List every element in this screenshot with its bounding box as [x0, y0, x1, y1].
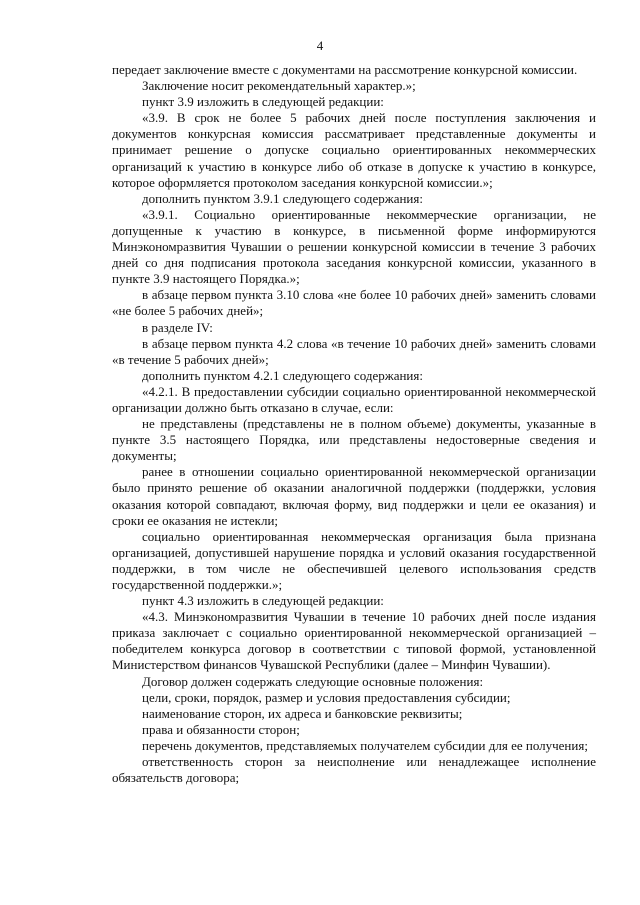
paragraph: Договор должен содержать следующие основные положения:: [142, 673, 484, 689]
paragraph: ответственность сторон за неисполнение или ненадлежащее исполнение обязательств договора;: [112, 754, 596, 786]
paragraph: дополнить пунктом 4.2.1 следующего содержания:: [142, 367, 423, 383]
paragraph: в абзаце первом пункта 3.10 слова «не более 10 рабочих дней» заменить словами «не более 5 рабочих дней»;: [112, 287, 596, 319]
paragraph: ранее в отношении социально ориентированной некоммерческой организации было принято решение об оказании аналогичной поддержки (поддержки, условия оказания которой совпадают, включая форму, вид поддержки и цели ее оказания) и сроки ее оказания не истекли;: [112, 464, 596, 528]
page-number: 4: [316, 38, 324, 53]
paragraph: «3.9. В срок не более 5 рабочих дней после поступления заключения и документов конкурсная комиссия рассматривает представленные документы и принимает решение о допуске социально ориентированных некоммерческих организаций к участию в конкурсе либо об отказе в допуске к участию в конкурсе, которое оформляется протоколом заседания конкурсной комиссии.»;: [112, 110, 596, 190]
paragraph: «4.3. Минэкономразвития Чувашии в течение 10 рабочих дней после издания приказа заключает с социально ориентированной некоммерческой организацией – победителем конкурса договор в соответствии с типовой формой, установленной Министерством финансов Чувашской Республики (далее – Минфин Чувашии).: [112, 609, 596, 673]
paragraph: пункт 4.3 изложить в следующей редакции:: [142, 593, 384, 609]
paragraph: права и обязанности сторон;: [142, 721, 300, 737]
paragraph: наименование сторон, их адреса и банковские реквизиты;: [142, 705, 463, 721]
paragraph: передает заключение вместе с документами на рассмотрение конкурсной комиссии.: [112, 62, 578, 77]
document-body: [112, 62, 596, 786]
paragraph: перечень документов, представляемых получателем субсидии для ее получения;: [142, 737, 588, 753]
paragraph: в абзаце первом пункта 4.2 слова «в течение 10 рабочих дней» заменить словами «в течение 5 рабочих дней»;: [112, 335, 596, 367]
paragraph: социально ориентированная некоммерческая организация была признана организацией, допустившей нарушение порядка и условий оказания государственной поддержки, в том числе не обеспечившей целевого использования средств государственной поддержки.»;: [112, 528, 596, 592]
paragraph: дополнить пунктом 3.9.1 следующего содержания:: [142, 190, 423, 206]
paragraph: не представлены (представлены не в полном объеме) документы, указанные в пункте 3.5 настоящего Порядка, или представлены недостоверные сведения и документы;: [112, 416, 596, 464]
paragraph: пункт 3.9 изложить в следующей редакции:: [142, 94, 384, 110]
paragraph: «4.2.1. В предоставлении субсидии социально ориентированной некоммерческой организации должно быть отказано в случае, если:: [112, 383, 596, 415]
paragraph: Заключение носит рекомендательный характер.»;: [142, 78, 416, 94]
paragraph: в разделе IV:: [142, 319, 213, 335]
paragraph: «3.9.1. Социально ориентированные некоммерческие организации, не допущенные к участию в конкурсе, в письменной форме информируются Минэкономразвития Чувашии о решении конкурсной комиссии в течение 3 рабочих дней со дня подписания протокола заседания конкурсной комиссии, указанного в пункте 3.9 настоящего Порядка.»;: [112, 206, 596, 287]
paragraph: цели, сроки, порядок, размер и условия предоставления субсидии;: [142, 689, 511, 705]
